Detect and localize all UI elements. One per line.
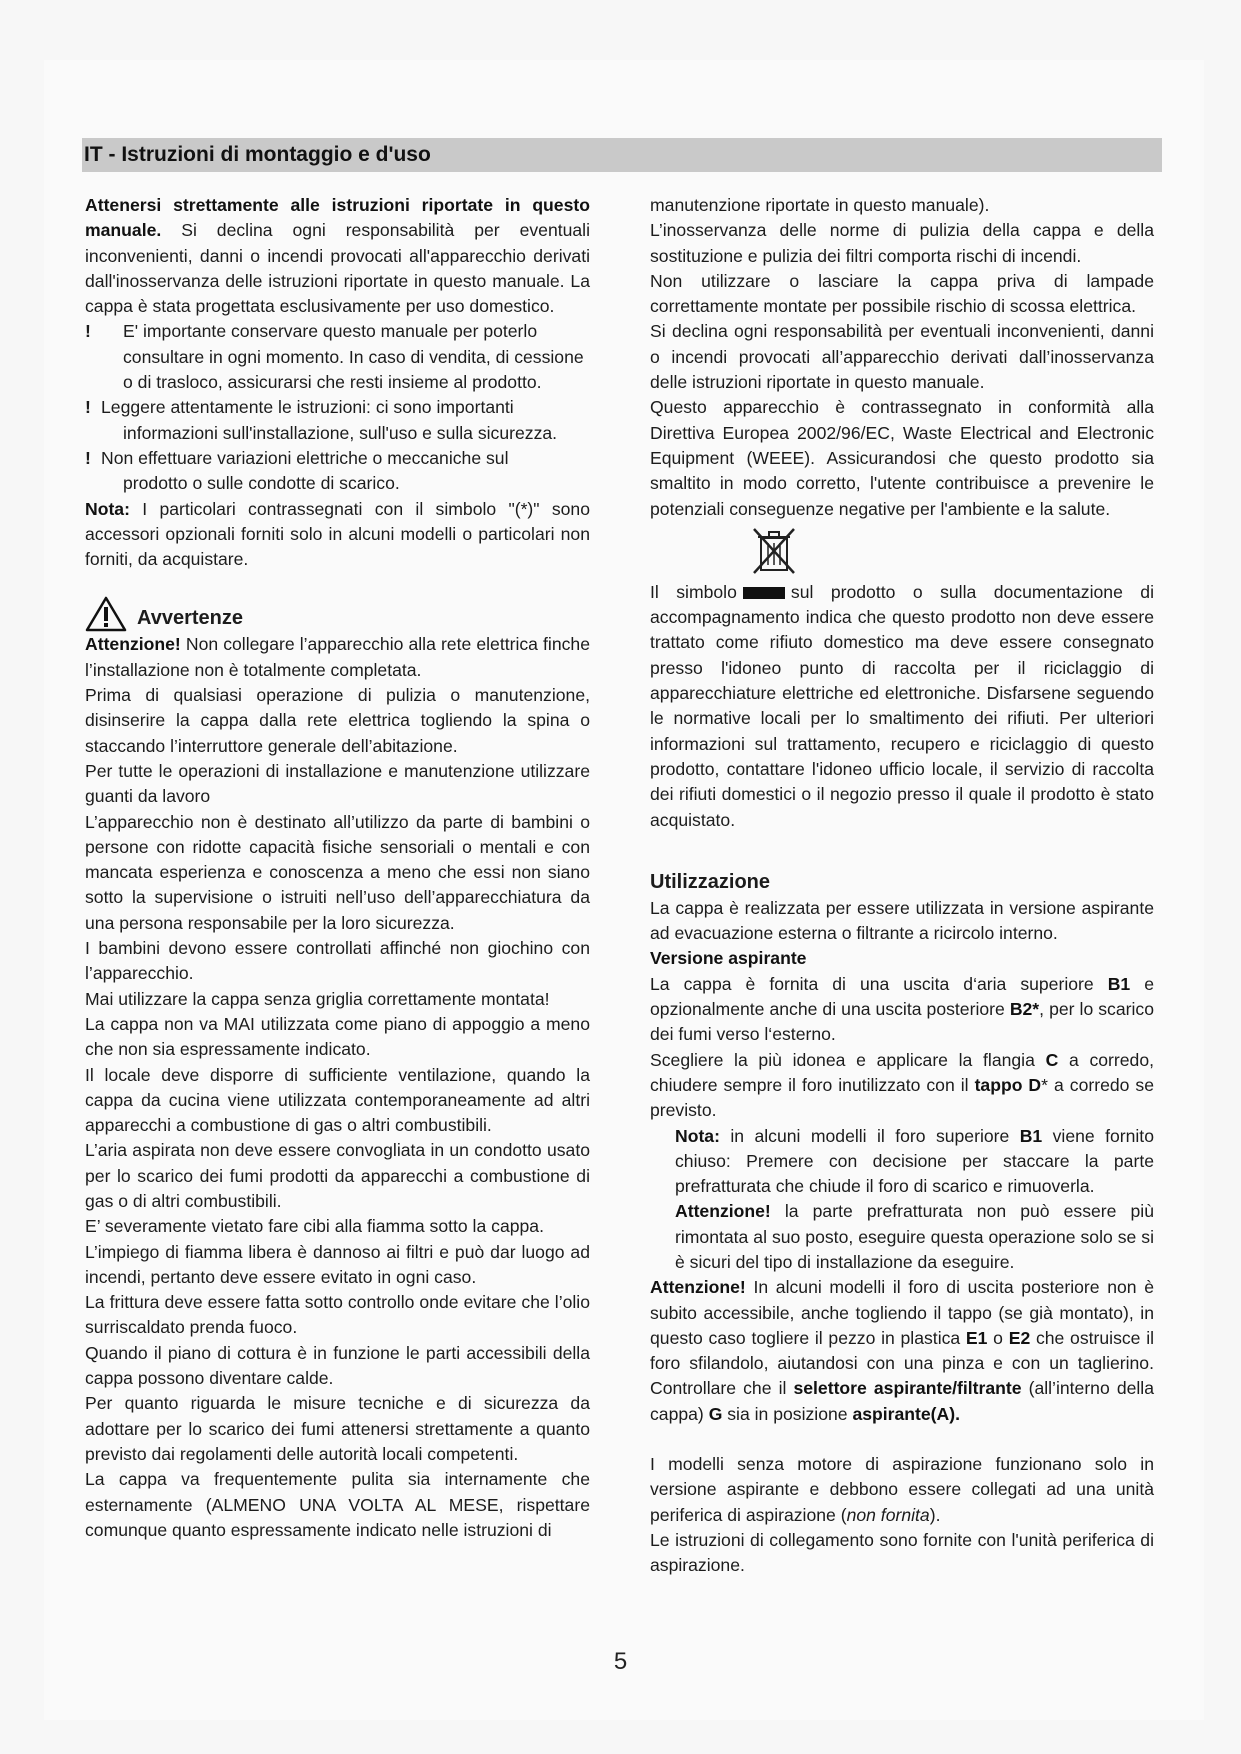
bullet-mark: ! bbox=[85, 321, 91, 342]
weee-symbol-row bbox=[650, 522, 1154, 580]
section-header bbox=[82, 138, 1162, 172]
attention-paragraph: Attenzione! Non collegare l’apparecchio alla rete elettrica finche l’installazione non è totalmente completata. bbox=[85, 634, 590, 680]
bullet-item: ! E' importante conservare questo manuale per poterlo consultare in ogni momento. In caso di vendita, di cessione o di trasloco, assicurarsi che resti insieme al prodotto. bbox=[85, 319, 590, 395]
left-column: Attenersi strettamente alle istruzioni riportate in questo manuale. Si declina ogni responsabilità per eventuali inconvenienti, danni o incendi provocati all'apparecchio derivati dall'inosservanza delle istruzioni riportate in questo manuale. La cappa è stata progettata esclusivamente per uso domestico. ! E' importante conservare questo manuale per poterlo consultare in ogni momento. In caso di vendita, di cessione o di trasloco, assicurarsi che resti insieme al prodotto. ! Leggere attentamente le istruzioni: ci sono importanti informazioni sull'installazione, sull'uso e sulla sicurezza. ! Non effettuare variazioni elettriche o meccaniche sul prodotto o sulle condotte di scarico. Nota: I particolari contrassegnati con il simbolo "(*)" sono accessori opzionali forniti solo in alcuni modelli o particolari non forniti, da acquistare. Avvertenze Attenzione! Non collegare l’apparecchio alla rete elettrica finche l’installazione non è totalmente completata. Prima di qualsiasi operazione di pulizia o manutenzione, disinserire la cappa dalla rete elettrica togliendo la spina o staccando l’interruttore generale dell’abitazione. Per tutte le operazioni di installazione e manutenzione utilizzare guanti da lavoro L’apparecchio non è destinato all’utilizzo da parte di bambini o persone con ridotte capacità fisiche sensoriali o mentali e con mancata esperienza e conoscenza a meno che essi non siano sotto la supervisione o istruiti nell’uso dell’apparecchiatura da una persona responsabile per la loro sicurezza. I bambini devono essere controllati affinché non giochino con l’apparecchio. Mai utilizzare la cappa senza griglia correttamente montata! La cappa non va MAI utilizzata come piano di appoggio a meno che non sia espressamente indicato. Il locale deve disporre di sufficiente ventilazione, quando la cappa da cucina viene utilizzata contemporaneamente ad altri apparecchi a combustione di gas o altri combustibili. L’aria aspirata non deve essere convogliata in un condotto usato per lo scarico dei fumi prodotti da apparecchi a combustione di gas o di altri combustibili. E’ severamente vietato fare cibi alla fiamma sotto la cappa. L’impiego di fiamma libera è dannoso ai filtri e può dar luogo ad incendi, pertanto deve essere evitato in ogni caso. La frittura deve essere fatta sotto controllo onde evitare che l’olio surriscaldato prenda fuoco. Quando il piano di cottura è in funzione le parti accessibili della cappa possono diventare calde. Per quanto riguarda le misure tecniche e di sicurezza da adottare per lo scarico dei fumi attenersi strettamente a quanto previsto dai regolamenti delle autorità locali competenti. La cappa va frequentemente pulita sia internamente che esternamente (ALMENO UNA VOLTA AL MESE, rispettare comunque quanto espressamente indicato nelle istruzioni di bbox=[85, 195, 590, 1540]
weee-paragraph: Il simbolo sul prodotto o sulla documentazione di accompagnamento indica che questo prodotto non deve essere trattato come rifiuto domestico ma deve essere consegnato presso l'idoneo punto di raccolta per il riciclaggio di apparecchiature elettriche ed elettroniche. Disfarsene seguendo le normative locali per lo smaltimento dei rifiuti. Per ulteriori informazioni sul trattamento, recupero e riciclaggio di questo prodotto, contattare l'idoneo ufficio locale, il servizio di raccolta dei rifiuti domestici o il negozio presso il quale il prodotto è stato acquistato. bbox=[650, 581, 1155, 830]
page-number: 5 bbox=[613, 1648, 628, 1675]
bullet-item: ! Non effettuare variazioni elettriche o meccaniche sul bbox=[85, 446, 590, 471]
utilizzazione-heading: Utilizzazione bbox=[650, 870, 771, 893]
right-column: manutenzione riportate in questo manuale). L’inosservanza delle norme di pulizia della cappa e della sostituzione e pulizia dei filtri comporta rischi di incendi. Non utilizzare o lasciare la cappa priva di lampade correttamente montate per possibile rischio di scossa elettrica. Si declina ogni responsabilità per eventuali inconvenienti, danni o incendi provocati all’apparecchio derivati dall’inosservanza delle istruzioni riportate in questo manuale. Questo apparecchio è contrassegnato in conformità alla Direttiva Europea 2002/96/EC, Waste Electrical and Electronic Equipment (WEEE). Assicurandosi che questo prodotto sia smaltito in modo corretto, l'utente contribuisce a prevenire le potenziali conseguenze negative per l'ambiente e la salute. Il simbolo sul prodotto o sulla documentazione di accompagnamento indica che questo prodotto non deve essere trattato come rifiuto domestico ma deve essere consegnato presso l'idoneo punto di raccolta per il riciclaggio di apparecchiature elettriche ed elettroniche. Disfarsene seguendo le normative locali per lo smaltimento dei rifiuti. Per ulteriori informazioni sul trattamento, recupero e riciclaggio di questo prodotto, contattare l'idoneo ufficio locale, il servizio di raccolta dei rifiuti domestici o il negozio presso il quale il prodotto è stato acquistato. Utilizzazione La cappa è realizzata per essere utilizzata in versione aspirante ad evacuazione esterna o filtrante a ricircolo interno. Versione aspirante La cappa è fornita di una uscita d‘aria superiore B1 e opzionalmente anche di una uscita posteriore B2*, per lo scarico dei fumi verso l‘esterno. Scegliere la più idonea e applicare la flangia C a corredo, chiudere sempre il foro inutilizzato con il tappo D* a corredo se previsto. Nota: in alcuni modelli il foro superiore B1 viene fornito chiuso: Premere con decisione per staccare la parte prefratturata che chiude il foro di scarico e rimuoverla. Attenzione! la parte prefratturata non può essere più rimontata al suo posto, eseguire questa operazione solo se si è sicuri del tipo di installazione da eseguire. Attenzione! In alcuni modelli il foro di uscita posteriore non è subito accessibile, anche togliendo il tappo (se già montato), in questo caso togliere il pezzo in plastica E1 o E2 che ostruisce il foro sfilandolo, aiutandosi con una pinza e con un taglierino. Controllare che il selettore aspirante/filtrante (all’interno della cappa) G sia in posizione aspirante(A). I modelli senza motore di aspirazione funzionano solo in versione aspirante e debbono essere collegati ad una unità periferica di aspirazione (non fornita). Le istruzioni di collegamento sono fornite con l'unità periferica di aspirazione. bbox=[650, 195, 1155, 1576]
nota-paragraph: Nota: I particolari contrassegnati con il simbolo "(*)" sono accessori opzionali forniti solo in alcuni modelli o particolari non forniti, da acquistare. bbox=[85, 498, 590, 570]
attention-indented: Attenzione! la parte prefratturata non può essere più rimontata al suo posto, eseguire questa operazione solo se si è sicuri del tipo di installazione da eseguire. bbox=[675, 1201, 1154, 1272]
intro-paragraph: Attenersi strettamente alle istruzioni riportate in questo manuale. Si declina ogni responsabilità per eventuali inconvenienti, danni o incendi provocati all'apparecchio derivati dall'inosservanza delle istruzioni riportate in questo manuale. La cappa è stata progettata esclusivamente per uso domestico. bbox=[85, 195, 590, 317]
bullet-mark: ! bbox=[85, 397, 91, 418]
bullet-mark: ! bbox=[85, 447, 91, 468]
bullet-item: ! Leggere attentamente le istruzioni: ci sono importanti bbox=[85, 395, 590, 420]
black-bar-symbol bbox=[743, 587, 785, 599]
crossed-bin-icon bbox=[748, 525, 800, 577]
attention-paragraph-2: Attenzione! In alcuni modelli il foro di uscita posteriore non è subito accessibile, anche togliendo il tappo (se già montato), in questo caso togliere il pezzo in plastica E1 o E2 che ostruisce il foro sfilandolo, aiutandosi con una pinza e con un taglierino. Controllare che il selettore aspirante/filtrante (all’interno della cappa) G sia in posizione aspirante(A). bbox=[650, 1277, 1155, 1424]
nota-indented: Nota: in alcuni modelli il foro superiore B1 viene fornito chiuso: Premere con decisione per staccare la parte prefratturata che chiude il foro di scarico e rimuoverla. bbox=[675, 1125, 1154, 1197]
versione-aspirante-heading: Versione aspirante bbox=[650, 948, 807, 969]
warning-triangle-icon bbox=[85, 596, 127, 632]
warning-heading: Avvertenze bbox=[85, 592, 590, 632]
section-title: IT - Istruzioni di montaggio e d'uso bbox=[84, 143, 431, 166]
